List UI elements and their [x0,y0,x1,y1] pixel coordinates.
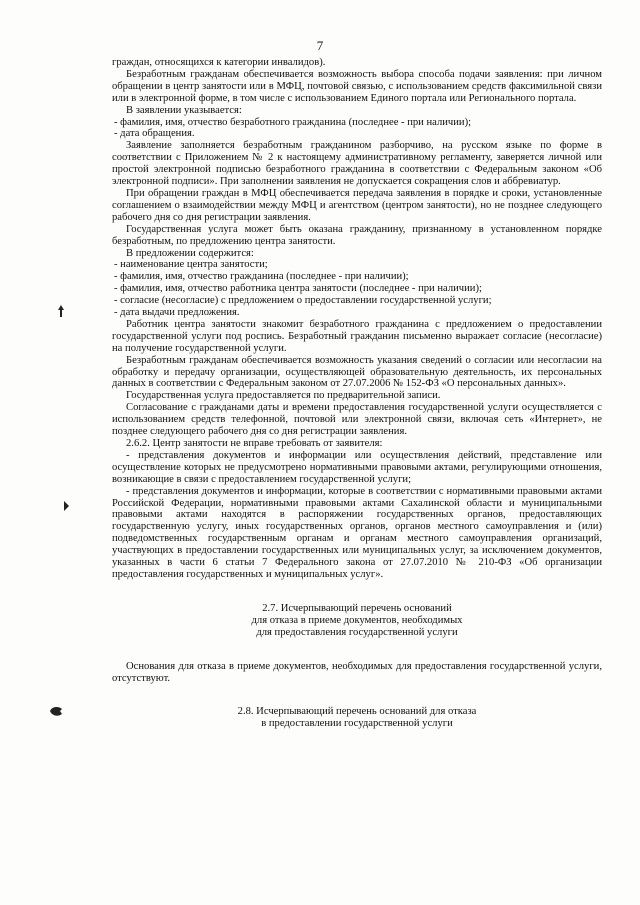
list-item: - представления документов и информации, которые в соответствии с нормативными правовыми актами Российской Федерации, нормативными правовыми актами Сахалинской области и муниципальными правовыми актами находятся в распоряжении государственных органов, предоставляющих государственную услугу, иных государственных органов, органов местного самоуправления и (или) подведомственных государственным органам и органам местного самоуправления организаций, участвующих в предоставлении государственных или муниципальных услуг, за исключением документов, указанных в части 6 статьи 7 Федерального закона от 27.07.2010 № 210-ФЗ «Об организации предоставления государственных и муниципальных услуг». [112,485,602,580]
section-heading-line: 2.8. Исчерпывающий перечень оснований для отказа [237,706,477,718]
list-item: - фамилия, имя, отчество гражданина (последнее - при наличии); [114,271,409,283]
binding-hole-mark-icon [62,500,70,512]
list-item: - дата обращения. [114,128,195,140]
list-item: - представления документов и информации или осуществления действий, представление или осуществление которых не предусмотрено нормативными правовыми актами, регулирующими отношения, возникающие в связи с предоставлением государственной услуги; [112,449,602,485]
section-heading-line: для отказа в приеме документов, необходимых [251,614,463,626]
section-heading-2-7 [112,603,602,639]
paragraph: Безработным гражданам обеспечивается возможность указания сведений о согласии или несогласии на обработку и передачу организации, осуществляющей образовательную деятельность, их персональных данных в соответствии с Федеральным законом от 27.07.2006 № 152-ФЗ «О персональных данных». [112,354,602,390]
section-heading-2-8 [112,706,602,730]
paragraph: Безработным гражданам обеспечивается возможность выбора способа подачи заявления: при личном обращении в центр занятости или в МФЦ, почтовой связью, с использованием средств факсимильной связи или в электронной форме, в том числе с использованием Единого портала или Регионального портала. [112,68,602,104]
paragraph: Работник центра занятости знакомит безработного гражданина с предложением о предоставлении государственной услуги под роспись. Безработный гражданин письменно выражает согласие (несогласие) на получение государственной услуги. [112,318,602,354]
list-item: - наименование центра занятости; [114,259,268,271]
paragraph: В предложении содержится: [126,247,254,259]
list-item: - фамилия, имя, отчество работника центра занятости (последнее - при наличии); [114,283,482,295]
section-body: Основания для отказа в приеме документов, необходимых для предоставления государственной услуги, отсутствуют. [112,660,602,684]
paragraph: При обращении граждан в МФЦ обеспечивается передача заявления в порядке и сроки, установленные соглашением о взаимодействии между МФЦ и агентством (центром занятости), но не позднее следующего рабочего дня со дня регистрации заявления. [112,187,602,223]
list-item: - дата выдачи предложения. [114,307,240,319]
binding-hole-mark-icon [49,705,63,717]
section-heading-line: в предоставлении государственной услуги [261,718,453,730]
list-item: - согласие (несогласие) с предложением о предоставлении государственной услуги; [114,295,492,307]
page-number: 7 [316,38,324,53]
paragraph: Государственная услуга может быть оказана гражданину, признанному в установленном порядке безработным, по предложению центра занятости. [112,223,602,247]
document-body [112,57,602,730]
binding-hole-mark-icon [56,304,66,318]
paragraph: граждан, относящихся к категории инвалидов). [112,57,326,68]
paragraph: Государственная услуга предоставляется по предварительной записи. [126,390,441,402]
paragraph: В заявлении указывается: [126,104,242,116]
paragraph: 2.6.2. Центр занятости не вправе требовать от заявителя: [126,438,383,449]
section-heading-line: для предоставления государственной услуги [256,626,458,638]
section-heading-line: 2.7. Исчерпывающий перечень оснований [262,602,452,614]
paragraph: Заявление заполняется безработным гражданином разборчиво, на русском языке по форме в соответствии с Приложением № 2 к настоящему административному регламенту, заверяется личной или простой электронной подписью безработного гражданина в соответствии с Федеральным законом «Об электронной подписи». При заполнении заявления не допускается сокращения слов и аббревиатур. [112,140,602,188]
list-item: - фамилия, имя, отчество безработного гражданина (последнее - при наличии); [114,116,472,128]
paragraph: Согласование с гражданами даты и времени предоставления государственной услуги осуществляется с использованием средств телефонной, почтовой или электронной связи, включая сеть «Интернет», не позднее следующего рабочего дня со дня регистрации заявления. [112,402,602,438]
